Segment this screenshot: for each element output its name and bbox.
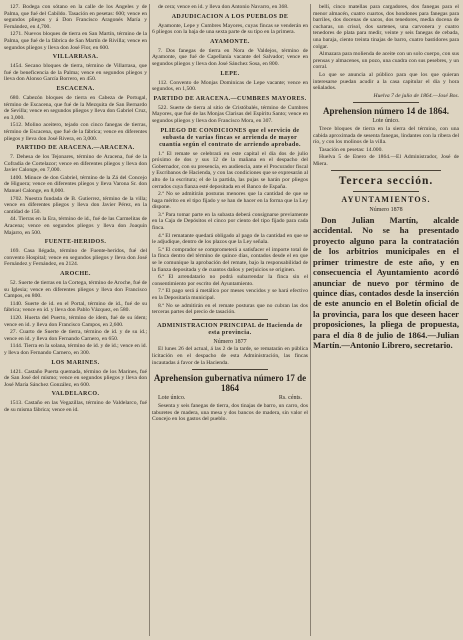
paragraph: 522. Suerte de tierra al sitio de Cristóbalés, término de Cumbres Mayores, que fué de las Monjas Clarisas del Espíritu Santo; vence en segundos pliegos y lleva don Francisco Mora, en 307. <box>152 104 308 124</box>
currency-label: Rs. cénts. <box>278 395 302 402</box>
section-heading: LOS MARINES. <box>51 359 100 366</box>
paragraph: El lunes 26 del actual, á las 2 de la tarde, se rematarán en pública licitación en el despacho de esta Administración, las fincas incautadas á favor de la Hacienda. <box>152 346 308 366</box>
section-heading: FUENTE-HERIDOS. <box>44 239 107 246</box>
column-3 <box>313 4 459 636</box>
lot-header <box>158 395 302 401</box>
paragraph: Ayamonte, Lepe y Cumbres Mayores, cuyas fincas se venderán en 6 pliegos con la baja de una sexta parte de su tipo en la primera. <box>152 22 308 36</box>
signature: Huelva 7 de julio de 1864.—José Bos. <box>373 92 459 99</box>
paragraph: 4.ª El rematante quedará obligado al pago de la cantidad en que se le adjudique, dentro de los plazos que la Ley señala. <box>152 232 308 246</box>
paragraph: 27. Cuarto de Suerte de tierra, término de id. y de su id.; vence en id. y lleva don Fernando Carnero, en 650. <box>4 329 147 342</box>
section-heading: PARTIDO DE ARACENA.—CUMBRES MAYORES. <box>153 95 307 102</box>
notice-heading: Aprehension gubernativa número 17 de 1864 <box>153 373 307 394</box>
paragraph: 7. Dehesa de los Tejonares, término de Aracena, fué de la Cofradía de Cortelazor; vence en diferentes pliegos y lleva don Javier Calonge, en 7,000. <box>4 154 147 174</box>
paragraph: 1140. Suerte de id. en el Portal, término de id., fué de su fábrica; vence en id. y lleva don Pablo Vázquez, en 580. <box>4 300 147 314</box>
column-2 <box>152 4 308 636</box>
section-heading: AYAMONTE. <box>210 38 250 45</box>
paragraph: 127. Bodega con sótano en la calle de los Angeles y de Palma, que fué del Cabildo. Tasación en pesetas: 600; vence en segundos pliegos y á Don Francisco Aragonés María y Fernández, en 4,700. <box>4 4 147 30</box>
divider <box>353 191 419 192</box>
section-heading: LEPE. <box>220 70 240 77</box>
section-title: Tercera sección. <box>338 175 434 188</box>
paragraph: 3.ª Para tomar parte en la subasta deberá consignarse previamente en la Caja de Depósitos el cinco por ciento del tipo fijado para cada finca. <box>152 211 308 232</box>
paragraph: Huelva 5 de Enero de 1864.—El Administrador, José de Miera. <box>313 154 459 167</box>
paragraph: bellí, cinco matellas para cargadores, dos fanegas para el menor almacén, cuatro cuartos, dos hondones para fanegas para barriles, dos docenas de sacos, dos tenedores, media docena de cucharas, un crisol, dos sartenes, una carvonera y cuatro tenedores de plata para medir, veinte y seis fanegas de cebada, una baraja, ciento treinta tinajas de barro, cuatro bastidores para colgar. <box>313 4 459 50</box>
paragraph: 8.ª No se admitirán en el remate posturas que no cubran las dos terceras partes del precio de tasación. <box>152 302 308 316</box>
divider <box>331 170 441 171</box>
paragraph: 44. Tierras en la Era, término de id., fué de las Carmelitas de Aracena; vence en segundos pliegos y lleva don Joaquín Majarro, en 500. <box>4 216 147 236</box>
notice-heading: Aprehension número 14 de 1864. <box>323 106 449 117</box>
paragraph: 112. Convento de Monjas Dominicas de Lepe vacante; vence en segundos, en 1,500. <box>152 79 308 93</box>
divider <box>353 102 419 103</box>
paragraph: 6.ª El arrendatario no podrá subarrendar la finca sin el consentimiento por escrito del Ayuntamiento. <box>152 274 308 287</box>
section-heading: VILLARRASA. <box>52 54 99 61</box>
paragraph: Sesenta y seis fanegas de tierra, dos tinajas de barro, un carro, dos taburetes de madera, una mesa y dos bancos de madera, sin valor el Concejo en los gastos del pueblo. <box>152 403 308 423</box>
section-heading: PARTIDO DE ARACENA.—ARACENA. <box>16 145 135 152</box>
paragraph: 1400. Minuce de don Gabriel, término de la Zá del Concejo de Higuera; vence en diferentes pliegos y lleva Varona Sr. don Manuel Calonge, en 8,000. <box>4 174 147 195</box>
column-divider <box>310 4 311 636</box>
divider <box>192 319 268 320</box>
notice-number: Número 1877 <box>213 338 247 345</box>
paragraph: 1512. Molino aceitero, tejado con cinco fanegas de tierras, término de Escacena, que fué de la fábrica; vence en diferentes pliegos y lleva don José Rivera, en 3,000. <box>4 122 147 142</box>
paragraph: Trece bloques de tierra en la sierra del término, con una cabida aproximada de sesenta fanegas, lindantes con la ribera del río, y con los molinos de la villa. <box>313 125 459 146</box>
paragraph: 2.ª No se admitirán posturas menores que la cantidad de que se haga mérito en el tipo fijado y se han de hacer en la forma que la Ley dispone. <box>152 191 308 211</box>
paragraph: 5.ª El comprador se comprometerá a satisfacer el importe total de la finca dentro del término de quince días, contados desde el en que se le comunique la aprobación del remate, bajo la responsabilidad de la fianza depositada y de cuantos daños y perjuicios se originen. <box>152 246 308 273</box>
divider <box>192 369 268 370</box>
paragraph: Almazara para molienda de aceite con un solo cuerpo, con sus prensas y almacenes, un pozo, una cuadra con sus pesebres, y un corral. <box>313 51 459 71</box>
column-divider <box>149 4 150 636</box>
lot-label: Lote único. <box>372 118 400 125</box>
paragraph: 7. Dos fanegas de tierra en Nora de Valdejos, término de Ayamonte, que fué de Capellanía vacante del Salvador; vence en segundos pliegos y lleva don José Sánchez Sosa, en 800. <box>152 47 308 67</box>
paragraph: 1120. Huerta del Puerto, término de ídem, fué de su ídem; vence en id. y lleva don Francisco Campos, en 2,600. <box>4 314 147 328</box>
paragraph: 1.ª El remate se celebrará en este capital el día dos de julio próximo de dos y sus 12 de la mañana en el despacho del Gobernador, con su presencia, en audiencia, ante el Procurador fiscal y Escribanos de Hacienda, y con las condiciones que se expresarán al alto de la escritura; el de la partida, las pujas se harán por pliegos cerrados cuya fianza esté depositada en el Banco de España. <box>152 150 308 190</box>
paragraph: 7.ª El pago será á metálico por meses vencidos y se hará efectivo en la Depositaría municipal. <box>152 288 308 301</box>
paragraph: 1144. Tierra en la solana, término de id. y de id.; vence en id. y lleva don Fernando Carnero, en 300. <box>4 343 147 356</box>
paragraph: 1454. Secano bloques de tierra, término de Villarrasa, que fué de beneficencia de la Palma; vence en segundos pliegos y lleva don Alonso García Borrero, en 450. <box>4 63 147 83</box>
paragraph: 1513. Castaño en las Vegazillas, término de Valdelarco, fué de su misma fábrica; vence en id. <box>4 400 147 413</box>
column-1 <box>4 4 147 636</box>
paragraph: 52. Suerte de tierras en la Cortega, término de Aroche, fué de su Iglesia; vence en diferentes pliegos y lleva don Francisco Campos, en 800. <box>4 280 147 300</box>
notice-number: Número 1878 <box>369 207 403 214</box>
section-heading: ADJUDICACION A LOS PUEBLOS DE <box>171 13 289 20</box>
paragraph: Lo que se anuncia al público para que los que quieran interesarse puedan acudir a la casa capitular el día y hora señalados. <box>313 71 459 92</box>
section-heading: AROCHE. <box>60 271 91 277</box>
section-heading: ESCACENA. <box>56 85 95 92</box>
paragraph: 169. Casa llégada, término de Fuente-heridos, fué del convento Hospital; vence en segundos pliegos y lleva don José Fernández y Fernández, en 2124. <box>4 248 147 268</box>
bold-paragraph: Don Julian Martín, alcalde accidental. No se ha presentado proyecto alguno para la contratación de los arbitrios municipales en el primer trimestre de este año, y en consecuencia el Ayuntamiento acordó anunciar de nuevo por término de quince días, contados desde la inserción de este anuncio en el Boletín oficial de la provincia, para los que deseen hacer proposiciones, la pliega de propuesta, para el día 8 de julio de 1864.—Julian Martín.—Antonio Librero, secretario. <box>313 215 459 350</box>
paragraph: 680. Cabezón bloques de tierra en Cabeza de Portugal, término de Escacena, que fué de la Mezquita de San Bernardo de Sevilla; vence en segundos pliegos y lleva don Gabriel Cruz, en 3,000. <box>4 94 147 121</box>
section-heading: ADMINISTRACION PRINCIPAL de Hacienda de esta provincia. <box>157 322 303 336</box>
paragraph: 1702. Nuestra fundada de B. Gutierrez, término de la villa; vence en diferentes pliegos y lleva don Javier Pérez, en la cantidad de 150. <box>4 195 147 215</box>
paragraph: Tasación en pesetas: 14.000. <box>319 146 383 153</box>
paragraph: de cera; vence en id. y lleva don Antonio Navarro, en 368. <box>158 4 289 10</box>
section-subtitle: AYUNTAMIENTOS. <box>341 195 431 205</box>
lot-label: Lote único. <box>158 395 186 402</box>
paragraph: 1421. Castaño Puerta quemada, término de los Marines, fué de San José del mismo; vence en segundos pliegos y lleva don José María Sánchez González, en 600. <box>4 368 147 388</box>
section-heading: PLIEGO DE CONDICIONES que el servicio de subasta de varias fincas se arrienda de mayor cuantía según el contrato de arriendo aprobado. <box>159 127 301 148</box>
section-heading: VALDELARCO. <box>51 391 100 398</box>
paragraph: 1271. Nuevos bloques de tierra en San Martín, término de la Palma, que fué de la fábrica de San Martín de Rivilla; vence en segundos pliegos y lleva don José Flor, en 600. <box>4 31 147 51</box>
